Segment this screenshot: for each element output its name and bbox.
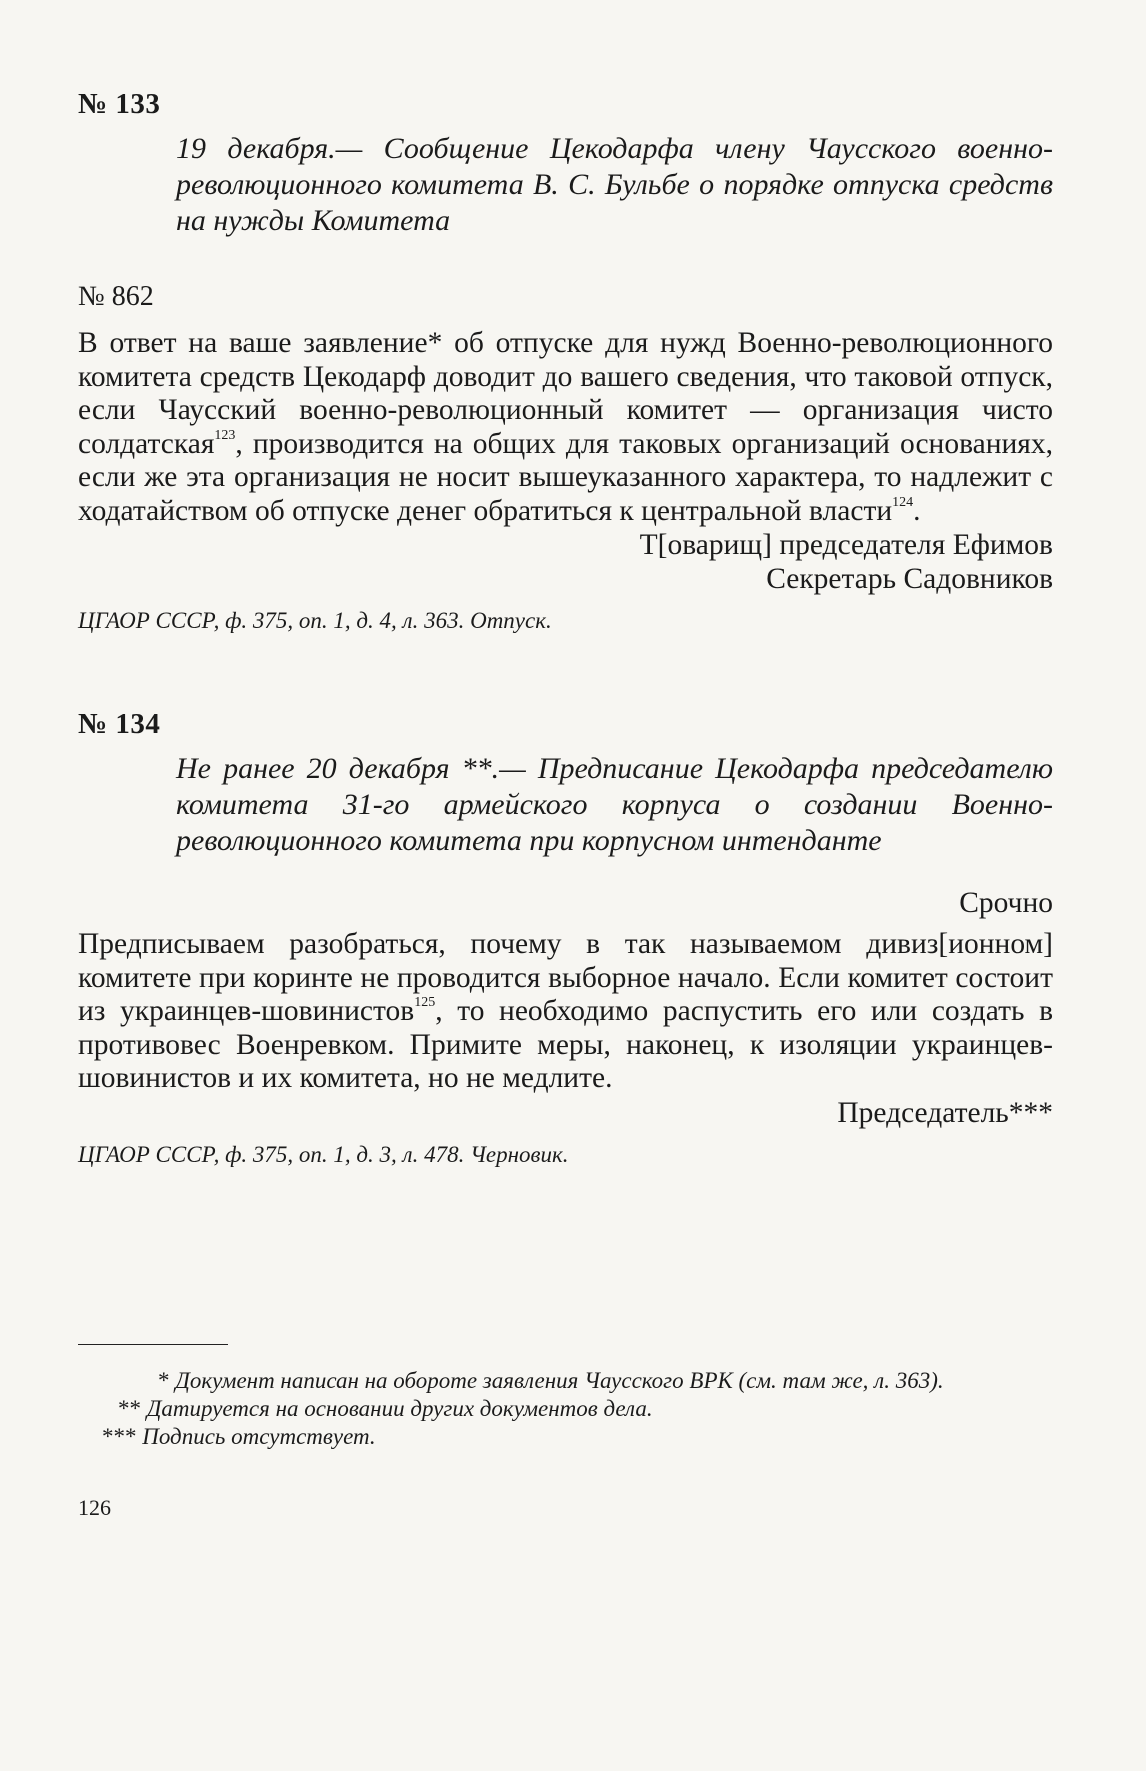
footnote-text: Датируется на основании других документов дела. — [141, 1395, 653, 1421]
document-body — [78, 928, 1053, 1096]
document-page — [78, 88, 1053, 1521]
archive-reference: ЦГАОР СССР, ф. 375, оп. 1, д. 3, л. 478. Черновик. — [78, 1141, 569, 1167]
registration-number: № 862 — [78, 281, 154, 312]
document-number: № 133 — [78, 88, 161, 120]
signature-line: Председатель*** — [837, 1096, 1053, 1129]
urgency-mark: Срочно — [959, 887, 1053, 919]
body-text-part: . — [913, 494, 921, 527]
body-text-part: , то необходимо распустить его или создать в противовес Военревком. Примите меры, наконец, к изоляции украинцев-шовинистов и их комитета, но не медлите. — [78, 995, 1054, 1094]
footnote-mark: * — [158, 1367, 170, 1393]
footnote — [78, 1395, 1053, 1423]
footnotes — [78, 1367, 1053, 1451]
document-heading: 19 декабря.— Сообщение Цекодарфа члену Чаусского военно-революционного комитета В. С. Бульбе о порядке отпуска средств на нужды Комитета — [176, 132, 1053, 237]
footnote-reference: * — [427, 327, 443, 359]
footnote-mark: *** — [102, 1423, 137, 1449]
footnote-text: Документ написан на обороте заявления Чаусского ВРК (см. там же, л. 363). — [169, 1367, 944, 1393]
page-number: 126 — [78, 1494, 111, 1520]
document-133 — [78, 88, 1053, 634]
footnote — [78, 1423, 1053, 1451]
document-number: № 134 — [78, 708, 161, 740]
signature-line: Секретарь Садовников — [766, 563, 1053, 595]
endnote-reference: 123 — [214, 427, 236, 443]
body-text-part: , производится на общих для таковых организаций основаниях, если же эта организация не носит вышеуказанного характера, то надлежит с ходатайством об отпуске денег обратиться к центральной власти — [78, 427, 1053, 527]
body-text-part: об отпуске для нужд Военно-революционного комитета средств Цекодарф доводит до вашего сведения, что таковой отпуск, если Чаусский военно-революционный комитет — организация чисто солдатская — [78, 327, 1053, 460]
footnote-divider — [78, 1344, 228, 1345]
footnote-mark: ** — [118, 1395, 141, 1421]
document-body — [78, 327, 1053, 528]
endnote-reference: 125 — [414, 995, 436, 1010]
document-heading: Не ранее 20 декабря **.— Предписание Цекодарфа председателю комитета 31-го армейского корпуса о создании Военно-революционного комитета при корпусном интенданте — [176, 752, 1053, 857]
body-text-part: В ответ на ваше заявление — [78, 327, 428, 359]
footnote — [78, 1367, 1053, 1395]
endnote-reference: 124 — [892, 494, 914, 510]
archive-reference: ЦГАОР СССР, ф. 375, оп. 1, д. 4, л. 363. Отпуск. — [78, 608, 552, 633]
body-text-part: Предписываем разобраться, почему в так называемом дивиз[ионном] комитете при коринте не проводится выборное начало. Если комитет состоит из украинцев-шовинистов — [78, 928, 1053, 1027]
footnote-text: Подпись отсутствует. — [136, 1423, 376, 1449]
document-134 — [78, 708, 1053, 1168]
signature-line: Т[оварищ] председателя Ефимов — [639, 529, 1053, 561]
